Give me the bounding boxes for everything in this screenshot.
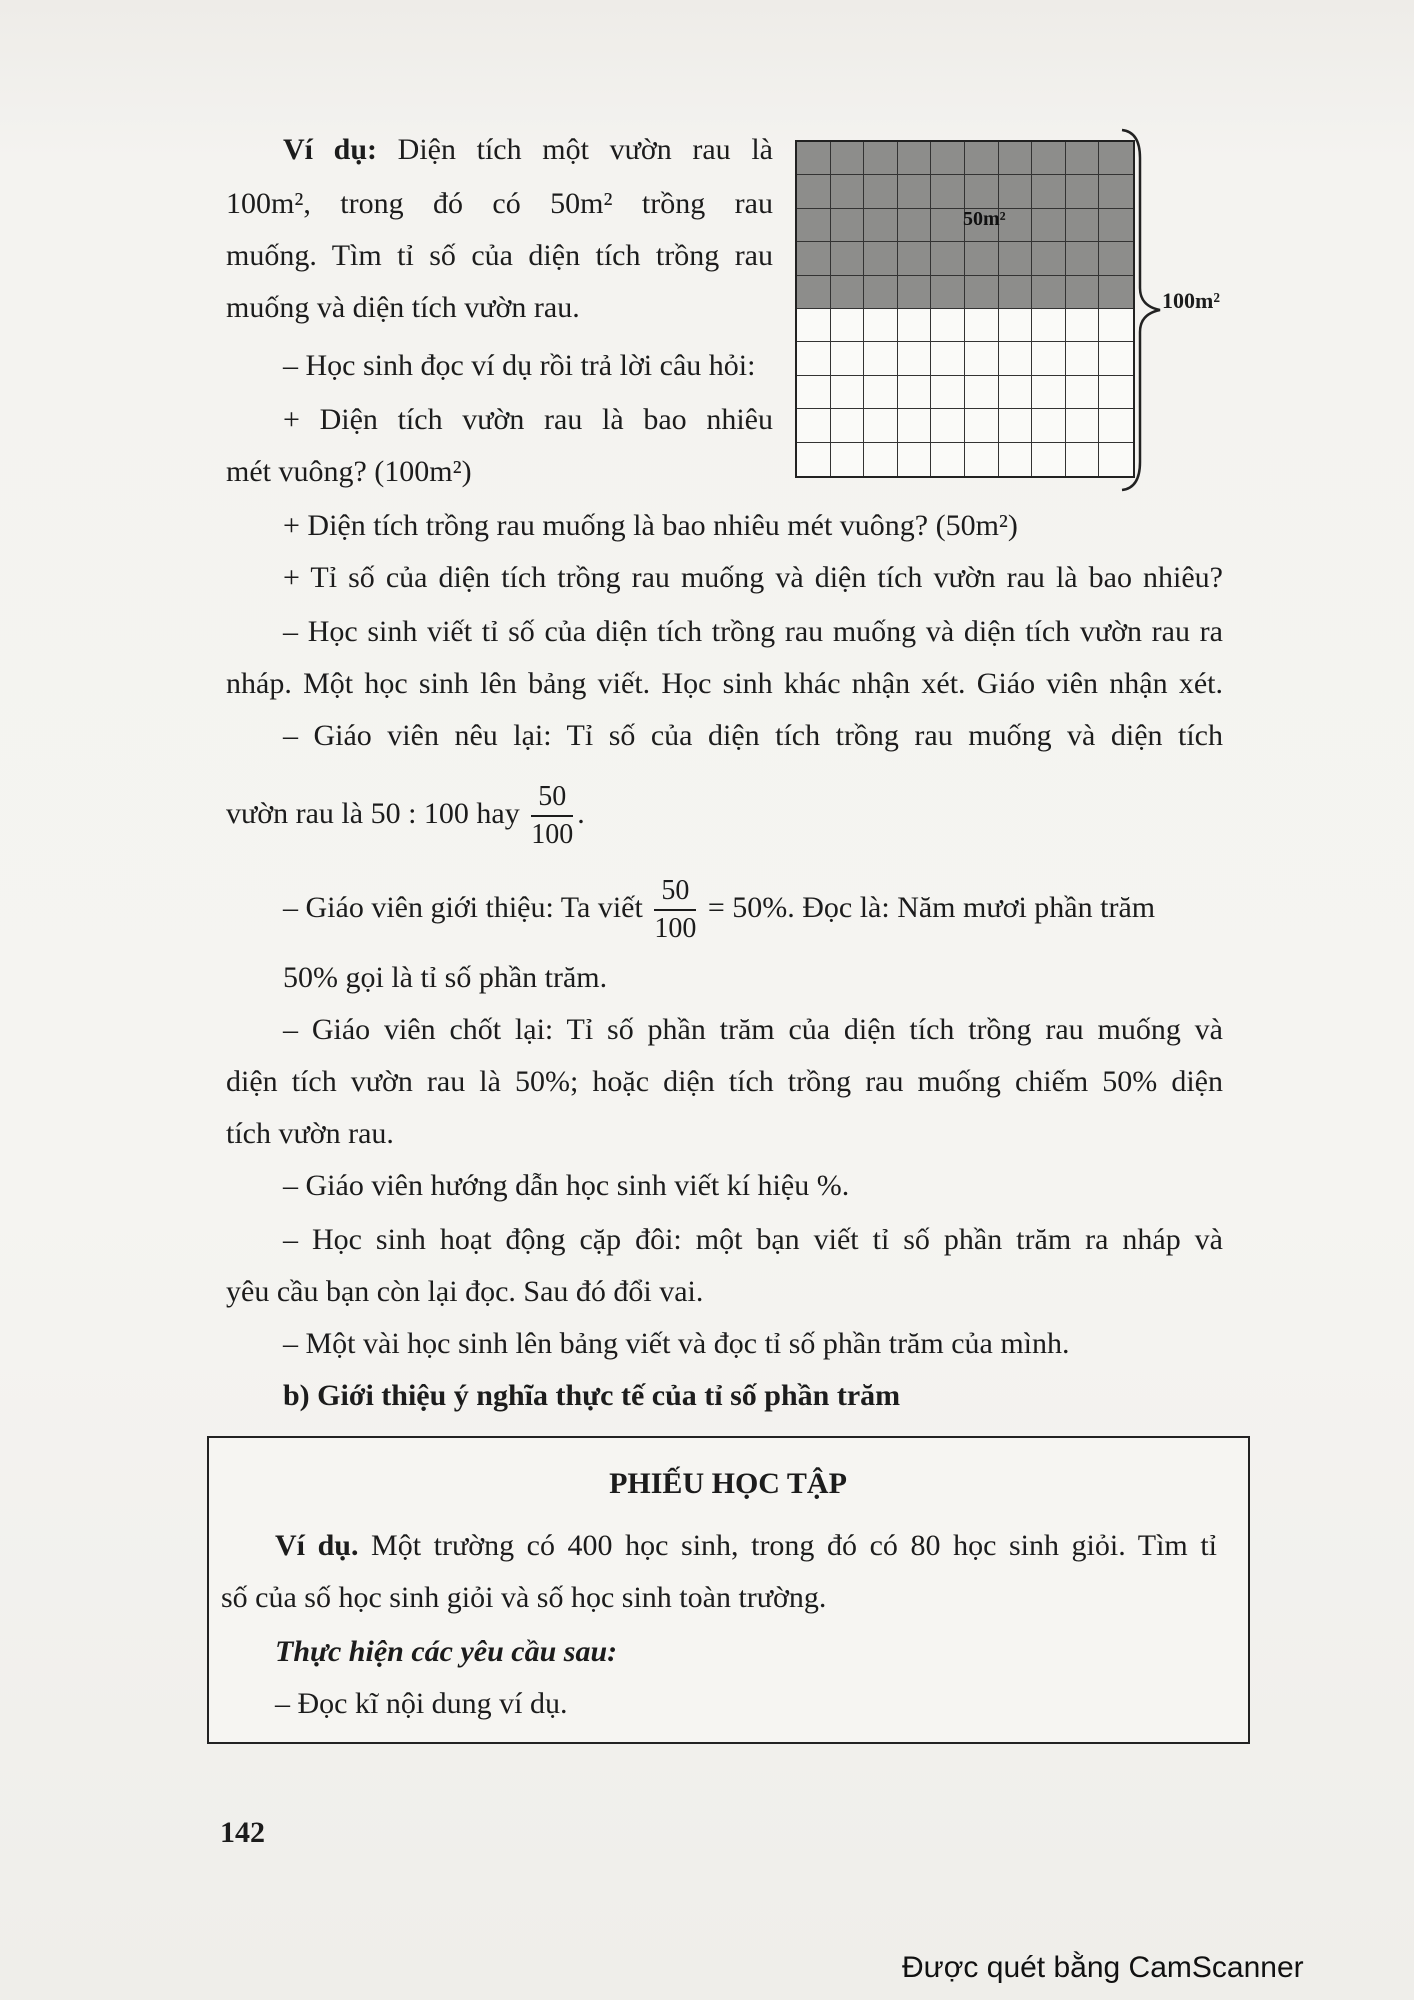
fraction-50-100: $\frac{50}{100}$ (531, 781, 574, 851)
grid-cell-shaded (864, 175, 898, 208)
grid-cell (931, 376, 965, 409)
grid-cell-shaded (1066, 276, 1100, 309)
grid-cell (1066, 409, 1100, 442)
grid-cell (898, 342, 932, 375)
worksheet-title: PHIẾU HỌC TẬP (609, 1467, 847, 1500)
grid-cell-shaded (999, 242, 1033, 275)
example-line-1: Ví dụ: Diện tích một vườn rau là (283, 133, 773, 166)
grid-cell (1032, 309, 1066, 342)
example-line-2: 100m², trong đó có 50m² trồng rau (226, 187, 773, 220)
grid-cell (931, 309, 965, 342)
grid-cell-shaded (1066, 175, 1100, 208)
grid-cell (864, 309, 898, 342)
grid-cell (797, 409, 831, 442)
teacher-introduce: – Giáo viên giới thiệu: Ta viết $\frac{50}{100}$ = 50%. Đọc là: Năm mươi phần trăm (283, 875, 1156, 945)
grid-cell (965, 342, 999, 375)
grid-cell-shaded (831, 142, 865, 175)
worksheet-read-instruction: – Đọc kĩ nội dung ví dụ. (275, 1687, 568, 1720)
grid-cell (1032, 409, 1066, 442)
grid-cell (864, 443, 898, 476)
pair-activity-a: – Học sinh hoạt động cặp đôi: một bạn viết tỉ số phần trăm ra nháp và (283, 1223, 1223, 1256)
grid-cell-shaded (965, 175, 999, 208)
grid-cell-shaded (831, 175, 865, 208)
grid-cell (898, 443, 932, 476)
grid-cell (931, 443, 965, 476)
camscanner-watermark: Được quét bằng CamScanner (902, 1951, 1304, 1984)
grid-cell-shaded (898, 242, 932, 275)
grid-cell-shaded (1032, 142, 1066, 175)
grid-cell-shaded (965, 276, 999, 309)
grid-cell (1032, 342, 1066, 375)
grid-cell (1032, 376, 1066, 409)
grid-cell (797, 376, 831, 409)
grid-cell (898, 376, 932, 409)
grid-cell-shaded (1032, 242, 1066, 275)
grid-cell (898, 309, 932, 342)
grid-cell (1066, 342, 1100, 375)
fraction-50-100-b: $\frac{50}{100}$ (654, 875, 697, 945)
grid-cell (965, 443, 999, 476)
grid-cell (831, 342, 865, 375)
question-ratio: + Tỉ số của diện tích trồng rau muống và diện tích vườn rau là bao nhiêu? (283, 561, 1223, 594)
grid-cell (797, 443, 831, 476)
percent-definition: 50% gọi là tỉ số phần trăm. (283, 961, 608, 994)
grid-cell (931, 409, 965, 442)
grid-cell-shaded (797, 209, 831, 242)
grid-cell-shaded (931, 175, 965, 208)
worksheet-example-line-2: số của số học sinh giỏi và số học sinh toàn trường. (221, 1581, 827, 1614)
grid-cell-shaded (898, 276, 932, 309)
shaded-area-label: 50m² (963, 208, 1006, 230)
grid-cell-shaded (831, 242, 865, 275)
worksheet-example-label: Ví dụ. (275, 1529, 359, 1562)
grid-cell (1066, 309, 1100, 342)
grid-cell-shaded (1032, 276, 1066, 309)
grid-cell (999, 443, 1033, 476)
grid-cell-shaded (864, 209, 898, 242)
grid-cell-shaded (797, 175, 831, 208)
grid-cell (965, 309, 999, 342)
grid-cell-shaded (797, 142, 831, 175)
instruction-write-ratio-b: nháp. Một học sinh lên bảng viết. Học sinh khác nhận xét. Giáo viên nhận xét. (226, 667, 1223, 700)
grid-cell-shaded (1066, 142, 1100, 175)
grid-cell-shaded (864, 142, 898, 175)
question-vegetable-area: + Diện tích trồng rau muống là bao nhiêu mét vuông? (50m²) (283, 509, 1018, 542)
grid-cell (898, 409, 932, 442)
grid-cell-shaded (898, 175, 932, 208)
grid-cell (999, 409, 1033, 442)
grid-cell (999, 309, 1033, 342)
students-board: – Một vài học sinh lên bảng viết và đọc tỉ số phần trăm của mình. (283, 1327, 1070, 1360)
grid-cell-shaded (898, 209, 932, 242)
grid-cell-shaded (1032, 175, 1066, 208)
instruction-write-ratio-a: – Học sinh viết tỉ số của diện tích trồng rau muống và diện tích vườn rau ra (283, 615, 1223, 648)
total-area-label: 100m² (1162, 288, 1220, 313)
grid-cell-shaded (931, 242, 965, 275)
grid-cell-shaded (898, 142, 932, 175)
grid-cell-shaded (797, 242, 831, 275)
teacher-conclude-a: – Giáo viên chốt lại: Tỉ số phần trăm của diện tích trồng rau muống và (283, 1013, 1223, 1046)
garden-grid-figure (795, 140, 1135, 478)
grid-cell (965, 376, 999, 409)
grid-cell-shaded (931, 142, 965, 175)
teacher-conclude-c: tích vườn rau. (226, 1117, 394, 1150)
grid-cell (831, 309, 865, 342)
example-label: Ví dụ: (283, 133, 378, 166)
grid-cell-shaded (1066, 242, 1100, 275)
teacher-restate-a: – Giáo viên nêu lại: Tỉ số của diện tích trồng rau muống và diện tích (283, 719, 1223, 752)
grid-cell-shaded (1032, 209, 1066, 242)
grid-cell (864, 409, 898, 442)
grid-cell (864, 342, 898, 375)
grid-cell (797, 342, 831, 375)
grid-cell-shaded (999, 142, 1033, 175)
worksheet-example-line-1: Ví dụ. Một trường có 400 học sinh, trong đó có 80 học sinh giỏi. Tìm tỉ (275, 1529, 1217, 1562)
grid-cell-shaded (864, 276, 898, 309)
grid-cell (797, 309, 831, 342)
grid-cell (931, 342, 965, 375)
instruction-read: – Học sinh đọc ví dụ rồi trả lời câu hỏi: (283, 349, 756, 382)
grid-cell-shaded (864, 242, 898, 275)
grid-cell-shaded (931, 276, 965, 309)
grid-cell (999, 376, 1033, 409)
example-line-3: muống. Tìm tỉ số của diện tích trồng rau (226, 239, 773, 272)
grid-cell (864, 376, 898, 409)
section-b-heading: b) Giới thiệu ý nghĩa thực tế của tỉ số phần trăm (283, 1379, 901, 1412)
teacher-conclude-b: diện tích vườn rau là 50%; hoặc diện tích trồng rau muống chiếm 50% diện (226, 1065, 1223, 1098)
question-area-b: mét vuông? (100m²) (226, 455, 472, 488)
grid-cell-shaded (1066, 209, 1100, 242)
page-number: 142 (220, 1816, 265, 1849)
example-line-4: muống và diện tích vườn rau. (226, 291, 580, 324)
worksheet-requirements: Thực hiện các yêu cầu sau: (275, 1635, 618, 1668)
grid-cell-shaded (965, 242, 999, 275)
grid-cell-shaded (931, 209, 965, 242)
grid-cell-shaded (831, 276, 865, 309)
grid-cell-shaded (797, 276, 831, 309)
grid-cell (1066, 443, 1100, 476)
grid-cell-shaded (831, 209, 865, 242)
grid-cell (999, 342, 1033, 375)
grid-cell (1032, 443, 1066, 476)
question-area-a: + Diện tích vườn rau là bao nhiêu (283, 403, 773, 436)
teacher-restate-b: vườn rau là 50 : 100 hay $\frac{50}{100}$ . (226, 781, 585, 851)
grid-cell (831, 409, 865, 442)
grid-cell (1066, 376, 1100, 409)
grid-cell (965, 409, 999, 442)
worksheet-box (207, 1436, 1250, 1744)
grid-cell-shaded (999, 175, 1033, 208)
grid-cell (831, 443, 865, 476)
teacher-guide-symbol: – Giáo viên hướng dẫn học sinh viết kí hiệu %. (283, 1169, 850, 1202)
grid-cell (831, 376, 865, 409)
grid-cell-shaded (999, 276, 1033, 309)
grid-cell-shaded (965, 142, 999, 175)
right-brace-icon (1120, 128, 1164, 492)
pair-activity-b: yêu cầu bạn còn lại đọc. Sau đó đổi vai. (226, 1275, 704, 1308)
